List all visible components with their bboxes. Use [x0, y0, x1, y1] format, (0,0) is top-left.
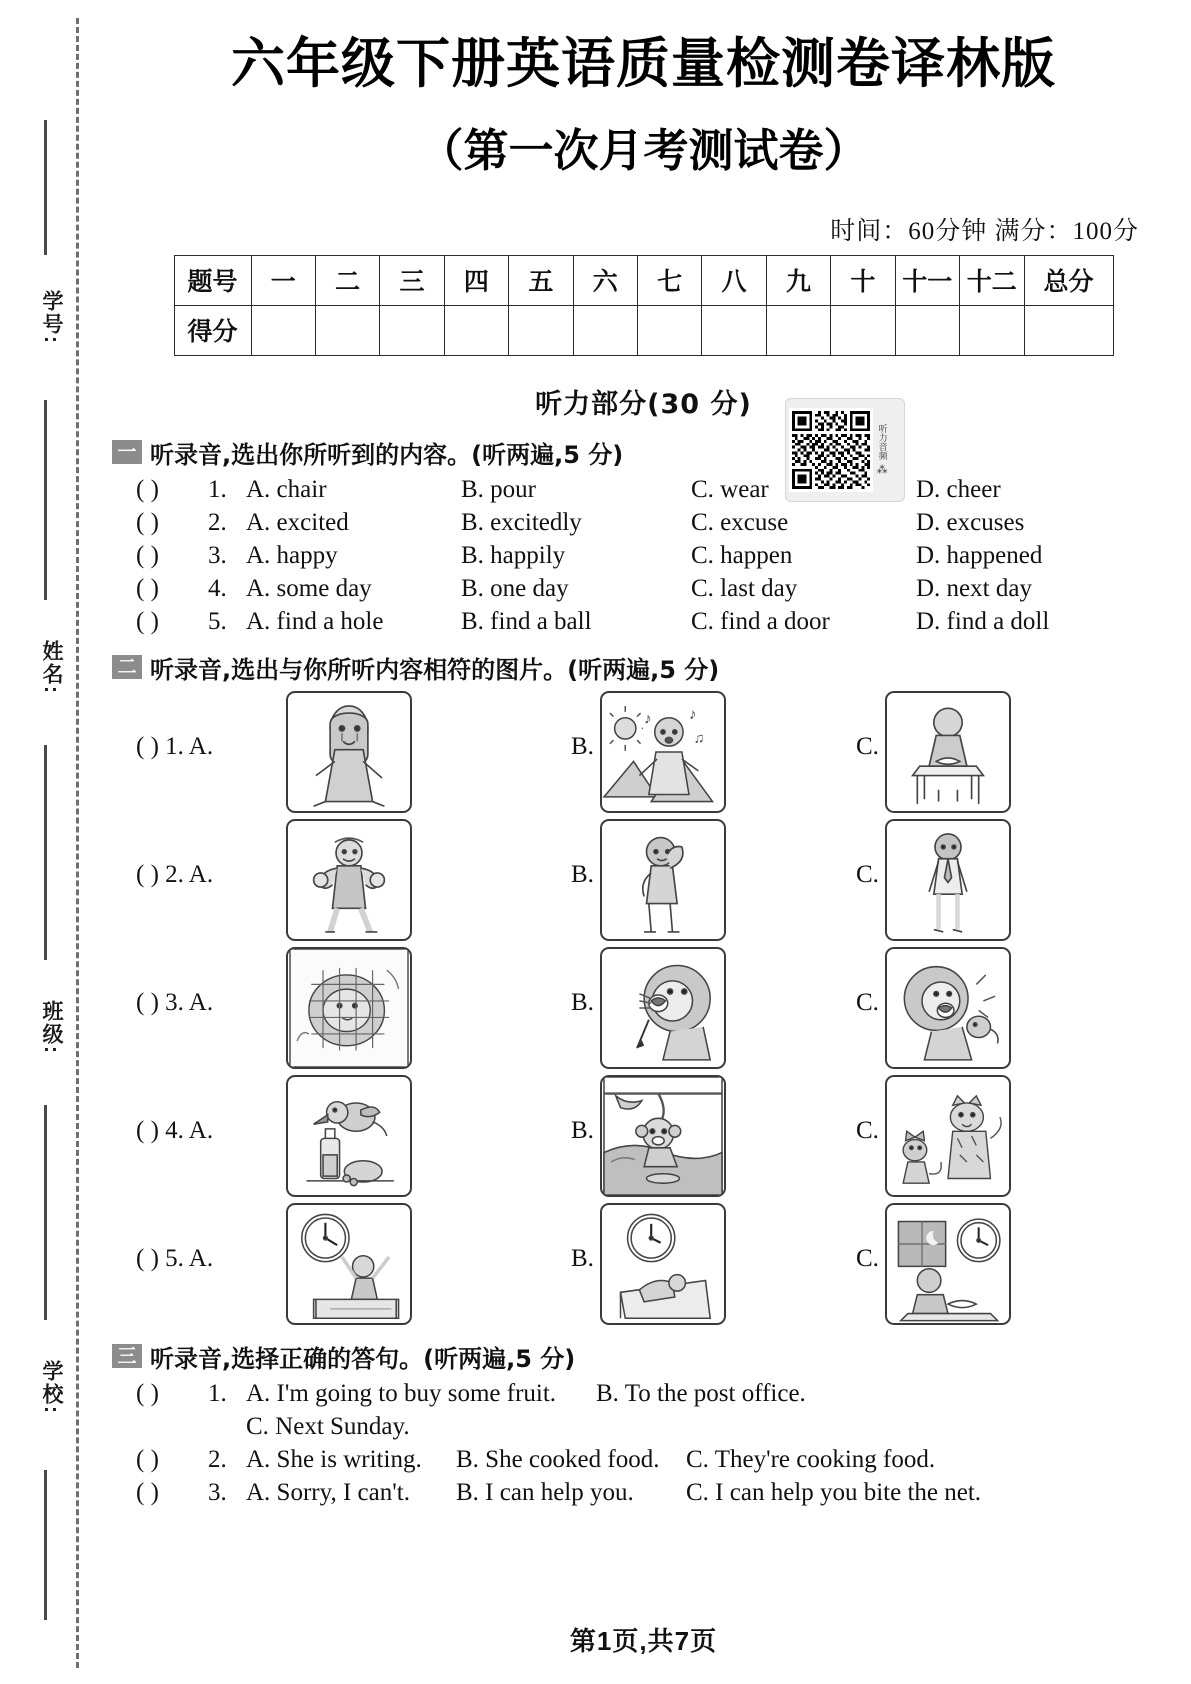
question-number: 2. — [208, 508, 227, 536]
score-col-4: 四 — [444, 255, 508, 305]
picture-question-lead[interactable] — [136, 691, 286, 761]
lion-in-net-image[interactable] — [286, 947, 412, 1069]
page-subtitle: （第一次月考测试卷） — [418, 123, 869, 177]
score-table-row-label-1: 得分 — [174, 305, 251, 355]
picture-question-lead[interactable] — [136, 819, 286, 889]
section-heading-2 — [112, 650, 1191, 685]
picture-letter-a: A. — [188, 1116, 214, 1144]
option-d[interactable]: D. happened — [916, 541, 1043, 569]
score-col-6: 六 — [573, 255, 637, 305]
question-number: 3. — [165, 988, 184, 1016]
page-title: 六年级下册英语质量检测卷译林版 — [231, 32, 1056, 95]
side-label-class: 班级: — [40, 1000, 63, 1055]
answer-bracket[interactable]: ( ) — [136, 1379, 159, 1407]
score-col-1: 一 — [251, 255, 315, 305]
option-b[interactable]: B. find a ball — [461, 607, 592, 635]
question-row[interactable] — [136, 1446, 1191, 1474]
question-number: 2. — [165, 860, 184, 888]
option-b[interactable]: B. To the post office. — [596, 1379, 806, 1407]
picture-choice-b[interactable] — [571, 947, 856, 1069]
score-value-10[interactable] — [831, 305, 895, 355]
answer-bracket[interactable]: ( ) — [136, 574, 159, 602]
qr-label-wrapper — [875, 424, 888, 476]
option-a[interactable]: A. I'm going to buy some fruit. — [246, 1379, 557, 1407]
question-row[interactable] — [136, 509, 1191, 537]
tiger-and-fox-image[interactable] — [885, 1075, 1011, 1197]
exam-page — [96, 0, 1191, 1684]
score-table-row-label-0: 题号 — [174, 255, 251, 305]
option-a[interactable]: A. find a hole — [246, 607, 384, 635]
score-value-8[interactable] — [702, 305, 766, 355]
section-number-3: 三 — [112, 1344, 142, 1368]
girl-stretching-image[interactable] — [600, 819, 726, 941]
score-col-total: 总分 — [1024, 255, 1113, 305]
picture-letter-b: B. — [571, 732, 594, 760]
side-rule-1 — [44, 120, 47, 255]
option-a[interactable]: A. chair — [246, 475, 327, 503]
picture-letter-a: A. — [188, 988, 214, 1016]
question-number: 1. — [208, 475, 227, 503]
picture-choice-b[interactable] — [571, 1203, 856, 1325]
picture-letter-b: B. — [571, 988, 594, 1016]
listening-audio-qr[interactable] — [785, 398, 905, 502]
answer-bracket[interactable]: ( ) — [136, 1445, 159, 1473]
section-text-1: 听录音,选出你所听到的内容。(听两遍,5 分) — [150, 440, 624, 469]
answer-bracket[interactable]: ( ) — [136, 508, 159, 536]
picture-question-row[interactable] — [136, 1075, 1191, 1197]
picture-choice-c[interactable] — [856, 1203, 1141, 1325]
listening-part-title: 听力部分(30 分) — [535, 388, 752, 420]
answer-bracket[interactable]: ( ) — [136, 475, 159, 503]
question-row[interactable] — [136, 575, 1191, 603]
girl-reading-at-desk-image[interactable] — [885, 691, 1011, 813]
section-heading-3 — [112, 1339, 1191, 1374]
clock-waking-up-image[interactable] — [286, 1203, 412, 1325]
side-rule-3 — [44, 745, 47, 960]
picture-question-lead[interactable] — [136, 1075, 286, 1145]
score-table-header-row — [174, 255, 1113, 305]
side-label-school: 学校: — [40, 1360, 63, 1415]
question-number: 5. — [165, 1244, 184, 1272]
question-number: 5. — [208, 607, 227, 635]
picture-choice-c[interactable] — [856, 691, 1141, 813]
score-value-total[interactable] — [1024, 305, 1113, 355]
side-label-name: 姓名: — [40, 640, 63, 695]
picture-choice-a[interactable] — [286, 947, 571, 1069]
picture-choice-b[interactable] — [571, 819, 856, 941]
option-c[interactable]: C. last day — [691, 574, 798, 602]
score-table — [174, 255, 1114, 356]
option-b[interactable]: B. She cooked food. — [456, 1445, 660, 1473]
option-d[interactable]: D. find a doll — [916, 607, 1050, 635]
score-value-3[interactable] — [380, 305, 444, 355]
option-c[interactable]: C. They're cooking food. — [686, 1445, 936, 1473]
question-number: 2. — [208, 1445, 227, 1473]
svg-text:♫: ♫ — [693, 730, 705, 747]
option-a[interactable]: A. excited — [246, 508, 349, 536]
question-number: 4. — [165, 1116, 184, 1144]
girl-singing-outdoors-image[interactable] — [600, 691, 726, 813]
score-col-7: 七 — [637, 255, 701, 305]
question-row-continuation[interactable] — [246, 1413, 1191, 1441]
score-col-10: 十 — [831, 255, 895, 305]
crying-girl-image[interactable] — [286, 691, 412, 813]
question-row[interactable] — [136, 542, 1191, 570]
picture-choice-c[interactable] — [856, 947, 1141, 1069]
option-c[interactable]: C. wear — [691, 475, 769, 503]
picture-question-row[interactable] — [136, 691, 1191, 813]
picture-choice-a[interactable] — [286, 1203, 571, 1325]
clock-sleeping-image[interactable] — [600, 1203, 726, 1325]
option-b[interactable]: B. I can help you. — [456, 1478, 634, 1506]
lion-with-mouse-image[interactable] — [885, 947, 1011, 1069]
score-col-3: 三 — [380, 255, 444, 305]
answer-bracket[interactable]: ( ) — [136, 1478, 159, 1506]
score-value-7[interactable] — [637, 305, 701, 355]
boy-standing-image[interactable] — [885, 819, 1011, 941]
svg-text:♪: ♪ — [688, 705, 697, 723]
picture-letter-c: C. — [856, 860, 879, 888]
score-value-1[interactable] — [251, 305, 315, 355]
picture-letter-b: B. — [571, 1244, 594, 1272]
option-c[interactable]: C. Next Sunday. — [246, 1412, 410, 1440]
side-label-student-id: 学号: — [40, 290, 63, 345]
score-col-11: 十一 — [895, 255, 959, 305]
option-b[interactable]: B. one day — [461, 574, 569, 602]
question-number: 1. — [165, 732, 184, 760]
picture-question-row[interactable] — [136, 947, 1191, 1069]
option-a[interactable]: A. some day — [246, 574, 372, 602]
score-value-4[interactable] — [444, 305, 508, 355]
picture-letter-b: B. — [571, 1116, 594, 1144]
question-row[interactable] — [136, 476, 1191, 504]
question-number: 1. — [208, 1379, 227, 1407]
answer-bracket[interactable]: ( ) — [136, 1116, 159, 1144]
picture-choice-b[interactable] — [571, 691, 856, 813]
picture-question-lead[interactable] — [136, 1203, 286, 1273]
question-number: 3. — [208, 541, 227, 569]
side-margin — [0, 0, 96, 1684]
night-window-clock-study-image[interactable] — [885, 1203, 1011, 1325]
answer-bracket[interactable]: ( ) — [136, 541, 159, 569]
cut-dashed-line — [76, 18, 79, 1668]
side-rule-5 — [44, 1470, 47, 1620]
option-d[interactable]: D. excuses — [916, 508, 1025, 536]
option-b[interactable]: B. happily — [461, 541, 566, 569]
page-footer: 第1页,共7页 — [569, 1626, 718, 1656]
option-d[interactable]: D. next day — [916, 574, 1032, 602]
score-value-11[interactable] — [895, 305, 959, 355]
option-a[interactable]: A. happy — [246, 541, 338, 569]
question-number: 4. — [208, 574, 227, 602]
monkey-on-vine-image[interactable] — [600, 1075, 726, 1197]
qr-code-icon — [789, 404, 873, 496]
option-c[interactable]: C. I can help you bite the net. — [686, 1478, 982, 1506]
bird-drinking-bottle-image[interactable] — [286, 1075, 412, 1197]
question-row[interactable] — [136, 1380, 1191, 1408]
option-c[interactable]: C. find a door — [691, 607, 830, 635]
picture-letter-a: A. — [188, 860, 214, 888]
question-row[interactable] — [136, 608, 1191, 636]
picture-letter-b: B. — [571, 860, 594, 888]
picture-question-lead[interactable] — [136, 947, 286, 1017]
picture-choice-c[interactable] — [856, 819, 1141, 941]
picture-letter-a: A. — [188, 732, 214, 760]
score-value-9[interactable] — [766, 305, 830, 355]
section-text-3: 听录音,选择正确的答句。(听两遍,5 分) — [150, 1344, 576, 1373]
picture-letter-a: A. — [188, 1244, 214, 1272]
score-value-12[interactable] — [959, 305, 1024, 355]
option-d[interactable]: D. cheer — [916, 475, 1001, 503]
score-table-value-row — [174, 305, 1113, 355]
option-c[interactable]: C. happen — [691, 541, 793, 569]
answer-bracket[interactable]: ( ) — [136, 988, 159, 1016]
strong-man-flexing-image[interactable] — [286, 819, 412, 941]
lion-roaring-image[interactable] — [600, 947, 726, 1069]
picture-choice-a[interactable] — [286, 1075, 571, 1197]
headphone-icon: ⁂ — [875, 462, 889, 476]
option-b[interactable]: B. pour — [461, 475, 536, 503]
picture-letter-c: C. — [856, 988, 879, 1016]
score-col-5: 五 — [509, 255, 573, 305]
side-rule-4 — [44, 1105, 47, 1320]
exam-meta: 时间：60分钟 满分：100分 — [830, 217, 1139, 245]
score-value-6[interactable] — [573, 305, 637, 355]
option-a[interactable]: A. Sorry, I can't. — [246, 1478, 410, 1506]
answer-bracket[interactable]: ( ) — [136, 860, 159, 888]
picture-letter-c: C. — [856, 1116, 879, 1144]
picture-choice-c[interactable] — [856, 1075, 1141, 1197]
option-a[interactable]: A. She is writing. — [246, 1445, 422, 1473]
picture-question-row[interactable] — [136, 1203, 1191, 1325]
section-number-1: 一 — [112, 440, 142, 464]
score-col-9: 九 — [766, 255, 830, 305]
answer-bracket[interactable]: ( ) — [136, 607, 159, 635]
section-number-2: 二 — [112, 655, 142, 679]
score-col-2: 二 — [315, 255, 379, 305]
option-b[interactable]: B. excitedly — [461, 508, 582, 536]
section-heading-1 — [112, 435, 1191, 470]
answer-bracket[interactable]: ( ) — [136, 732, 159, 760]
question-row[interactable] — [136, 1479, 1191, 1507]
score-col-12: 十二 — [959, 255, 1024, 305]
section-text-2: 听录音,选出与你所听内容相符的图片。(听两遍,5 分) — [150, 655, 720, 684]
svg-text:♪: ♪ — [644, 710, 652, 728]
picture-choice-a[interactable] — [286, 691, 571, 813]
picture-choice-b[interactable] — [571, 1075, 856, 1197]
picture-letter-c: C. — [856, 1244, 879, 1272]
score-value-5[interactable] — [509, 305, 573, 355]
score-col-8: 八 — [702, 255, 766, 305]
option-c[interactable]: C. excuse — [691, 508, 789, 536]
picture-letter-c: C. — [856, 732, 879, 760]
answer-bracket[interactable]: ( ) — [136, 1244, 159, 1272]
picture-choice-a[interactable] — [286, 819, 571, 941]
score-value-2[interactable] — [315, 305, 379, 355]
qr-label-text: 听力音频 — [876, 424, 887, 461]
question-number: 3. — [208, 1478, 227, 1506]
side-rule-2 — [44, 400, 47, 600]
picture-question-row[interactable] — [136, 819, 1191, 941]
